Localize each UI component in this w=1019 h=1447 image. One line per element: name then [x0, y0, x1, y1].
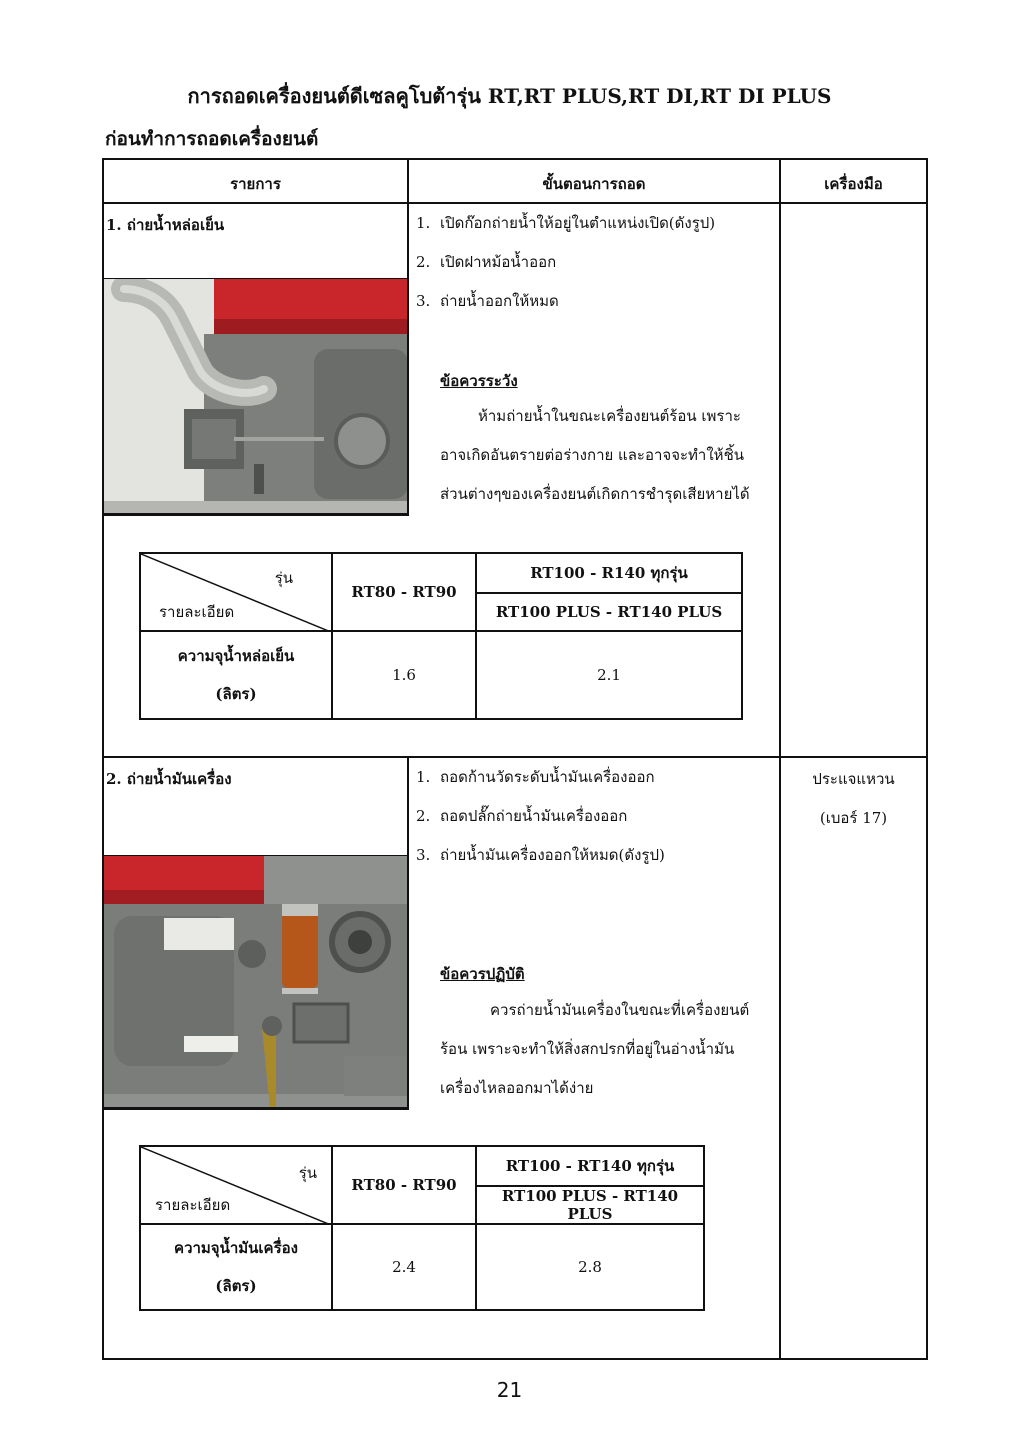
table-border-bottom	[102, 1358, 928, 1360]
table-row-divider	[102, 756, 928, 758]
list-item: 1. ถอดก้านวัดระดับน้ำมันเครื่องออก	[416, 768, 655, 786]
list-item: 2. ถอดปลั๊กถ่ายน้ำมันเครื่องออก	[416, 807, 628, 825]
note-line: อาจเกิดอันตรายต่อร่างกาย และอาจจะทำให้ชิ้น	[440, 446, 744, 464]
list-item: 3. ถ่ายน้ำมันเครื่องออกให้หมด(ดังรูป)	[416, 846, 665, 864]
note-line: ส่วนต่างๆของเครื่องยนต์เกิดการชำรุดเสียหายได้	[440, 485, 750, 503]
note-line: เครื่องไหลออกมาได้ง่าย	[440, 1079, 594, 1097]
list-item: 1. เปิดก๊อกถ่ายน้ำให้อยู่ในตำแหน่งเปิด(ดังรูป)	[416, 214, 716, 232]
row2-tool-name: ประแจแหวน	[812, 770, 895, 788]
row2-tool-size: (เบอร์ 17)	[819, 809, 888, 827]
oil-drain-engine-image	[104, 856, 408, 1109]
table-col-divider-2	[779, 158, 781, 1360]
row1-note-body	[440, 397, 780, 514]
spec-value-2: 2.8	[476, 1224, 704, 1310]
row1-steps-list	[416, 213, 715, 330]
spec-col2-header-bottom: RT100 PLUS - RT140 PLUS	[476, 1186, 704, 1224]
coolant-drain-engine-image	[104, 279, 408, 515]
spec-col2-header-top: RT100 - RT140 ทุกรุ่น	[476, 1146, 704, 1186]
page-number: 21	[496, 1378, 523, 1402]
list-item: 3. ถ่ายน้ำออกให้หมด	[416, 292, 559, 310]
row2-engine-photo	[103, 855, 409, 1110]
row1-item-title: 1. ถ่ายน้ำหล่อเย็น	[106, 216, 225, 234]
row2-photo-bottom	[102, 1107, 409, 1109]
note-line: ห้ามถ่ายน้ำในขณะเครื่องยนต์ร้อน เพราะ	[478, 407, 741, 425]
spec-col1-header: RT80 - RT90	[332, 553, 476, 631]
spec-value-1: 2.4	[332, 1224, 476, 1310]
row2-photo-divider	[407, 756, 409, 1108]
row1-engine-photo	[103, 278, 409, 516]
spec-corner-model: รุ่น	[274, 569, 293, 587]
spec-row-label: ความจุน้ำมันเครื่อง (ลิตร)	[140, 1224, 332, 1310]
row2-item-title: 2. ถ่ายน้ำมันเครื่อง	[106, 770, 232, 788]
spec-corner-cell	[140, 553, 332, 631]
table-border-right	[926, 158, 928, 1360]
table-header-bottom	[102, 202, 928, 204]
spec-corner-model: รุ่น	[298, 1164, 317, 1182]
spec-corner-detail: รายละเอียด	[155, 1196, 231, 1214]
spec-row-label: ความจุน้ำหล่อเย็น (ลิตร)	[140, 631, 332, 719]
spec-col2-header-top: RT100 - R140 ทุกรุ่น	[476, 553, 742, 593]
note-line: ควรถ่ายน้ำมันเครื่องในขณะที่เครื่องยนต์	[490, 1001, 750, 1019]
row2-steps-list	[416, 767, 665, 884]
row1-spec-table	[139, 552, 743, 720]
row2-spec-table	[139, 1145, 705, 1311]
spec-col2-header-bottom: RT100 PLUS - RT140 PLUS	[476, 593, 742, 631]
row1-photo-divider	[407, 204, 409, 515]
header-tools: เครื่องมือ	[824, 175, 883, 193]
row1-note-title: ข้อควรระวัง	[440, 372, 518, 390]
row2-note-title: ข้อควรปฏิบัติ	[440, 965, 525, 983]
section-subtitle: ก่อนทำการถอดเครื่องยนต์	[105, 128, 319, 150]
row1-photo-bottom	[102, 513, 409, 515]
table-border-top	[102, 158, 928, 160]
page-title: การถอดเครื่องยนต์ดีเซลคูโบต้ารุ่น RT,RT PLUS,RT DI,RT DI PLUS	[187, 84, 832, 108]
note-line: ร้อน เพราะจะทำให้สิ่งสกปรกที่อยู่ในอ่างน้ำมัน	[440, 1040, 735, 1058]
header-steps: ขั้นตอนการถอด	[542, 175, 646, 193]
spec-corner-cell	[140, 1146, 332, 1224]
spec-corner-detail: รายละเอียด	[159, 603, 235, 621]
row2-note-body	[440, 991, 778, 1108]
header-item: รายการ	[230, 175, 281, 193]
list-item: 2. เปิดฝาหม้อน้ำออก	[416, 253, 557, 271]
spec-value-1: 1.6	[332, 631, 476, 719]
spec-value-2: 2.1	[476, 631, 742, 719]
spec-col1-header: RT80 - RT90	[332, 1146, 476, 1224]
